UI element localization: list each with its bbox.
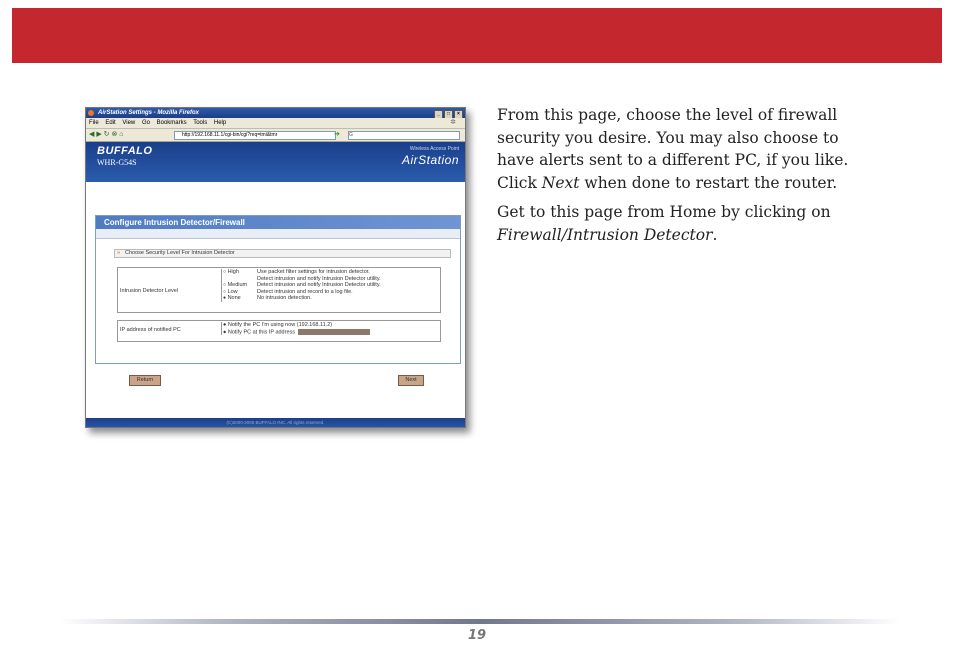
paragraph-1	[497, 104, 877, 194]
router-model: WHR-G54S	[97, 158, 137, 167]
p1-text-a: From this page, choose the level of firewall security you desire. You may also choose to have alerts sent to a different PC, if you like. Click	[497, 106, 849, 192]
radio-label: Low	[227, 288, 238, 295]
radio-selected-icon: ●	[223, 295, 227, 301]
menu-bookmarks[interactable]: Bookmarks	[156, 120, 187, 126]
level-option	[223, 295, 441, 302]
radio-icon: ○	[223, 269, 227, 275]
radio-icon: ●	[223, 328, 227, 335]
radio-label: High	[227, 269, 239, 275]
p2-text-b: .	[712, 225, 718, 244]
menu-view[interactable]: View	[122, 120, 136, 126]
config-section	[95, 215, 461, 364]
body-text	[497, 104, 877, 253]
notify-option[interactable]	[223, 329, 441, 336]
minimize-icon[interactable]: _	[434, 110, 443, 119]
radio-label: Medium	[227, 282, 248, 288]
browser-menubar	[86, 118, 465, 129]
paragraph-2	[497, 201, 877, 246]
throbber-icon: ✲	[450, 119, 456, 126]
level-desc: Use packet filter settings for intrusion detector.	[257, 269, 370, 275]
menu-tools[interactable]: Tools	[193, 120, 208, 126]
return-button[interactable]: Return	[129, 375, 161, 386]
detector-level-box	[117, 267, 441, 313]
notify-pc-label: IP address of notified PC	[120, 327, 181, 333]
notify-option-label: Notify PC at this IP address	[227, 328, 296, 335]
nav-buttons-icon[interactable]: ◀ ▶ ↻ ⊗ ⌂	[89, 131, 124, 138]
footer-rule	[60, 619, 900, 624]
detector-level-label: Intrusion Detector Level	[120, 288, 179, 294]
subsection-title-text: Choose Security Level For Intrusion Detector	[125, 250, 235, 256]
p2-italic: Firewall/Intrusion Detector	[497, 225, 713, 244]
ip-address-input[interactable]	[298, 329, 370, 335]
router-header	[86, 142, 465, 182]
router-copyright: (C)2000-2005 BUFFALO INC. All rights reserved.	[86, 418, 465, 427]
router-brand: BUFFALO	[97, 145, 153, 157]
firefox-icon	[88, 110, 94, 116]
browser-navbar	[86, 129, 465, 142]
go-icon[interactable]: ➔	[334, 131, 340, 138]
detector-level-options	[221, 269, 441, 302]
section-title: Configure Intrusion Detector/Firewall	[96, 216, 460, 229]
search-field[interactable]: G	[348, 131, 460, 140]
notify-pc-box	[117, 320, 441, 342]
header-banner	[12, 8, 942, 63]
radio-selected-icon: ●	[223, 322, 227, 328]
radio-label: None	[227, 295, 241, 301]
p1-italic: Next	[541, 173, 580, 192]
screenshot-figure	[85, 107, 466, 428]
radio-icon: ○	[223, 282, 227, 288]
arrow-icon: »	[117, 250, 121, 256]
p1-text-b: when done to restart the router.	[579, 173, 838, 192]
browser-title: AirStation Settings - Mozilla Firefox	[98, 110, 200, 116]
menu-go[interactable]: Go	[141, 120, 150, 126]
close-icon[interactable]: ×	[454, 110, 463, 119]
notify-pc-options	[221, 322, 441, 335]
radio-icon: ○	[223, 288, 227, 295]
section-subheader	[96, 229, 460, 239]
url-field[interactable]: http://192.168.11.1/cgi-bin/cgi?req=tmi&tmr	[174, 131, 336, 140]
level-desc: Detect intrusion and notify Intrusion Detector utility.	[257, 282, 381, 288]
menu-help[interactable]: Help	[213, 120, 227, 126]
router-product-name: AirStation	[401, 153, 459, 167]
level-desc: Detect intrusion and notify Intrusion Detector utility.	[257, 275, 381, 282]
notify-option-label: Notify the PC I'm using now (192.168.11.2)	[227, 322, 333, 328]
next-button[interactable]: Next	[398, 375, 424, 386]
menu-file[interactable]: File	[89, 120, 99, 126]
level-desc: Detect intrusion and record to a log file.	[257, 288, 353, 295]
subsection-title	[114, 249, 451, 258]
level-desc: No intrusion detection.	[257, 295, 312, 301]
p2-text-a: Get to this page from Home by clicking on	[497, 203, 831, 221]
page-number: 19	[467, 628, 487, 643]
radio-none[interactable]	[223, 295, 257, 302]
menu-edit[interactable]: Edit	[105, 120, 116, 126]
maximize-icon[interactable]: □	[444, 110, 453, 119]
browser-titlebar	[86, 108, 465, 118]
router-product-line: Wireless Access Point	[409, 146, 459, 152]
